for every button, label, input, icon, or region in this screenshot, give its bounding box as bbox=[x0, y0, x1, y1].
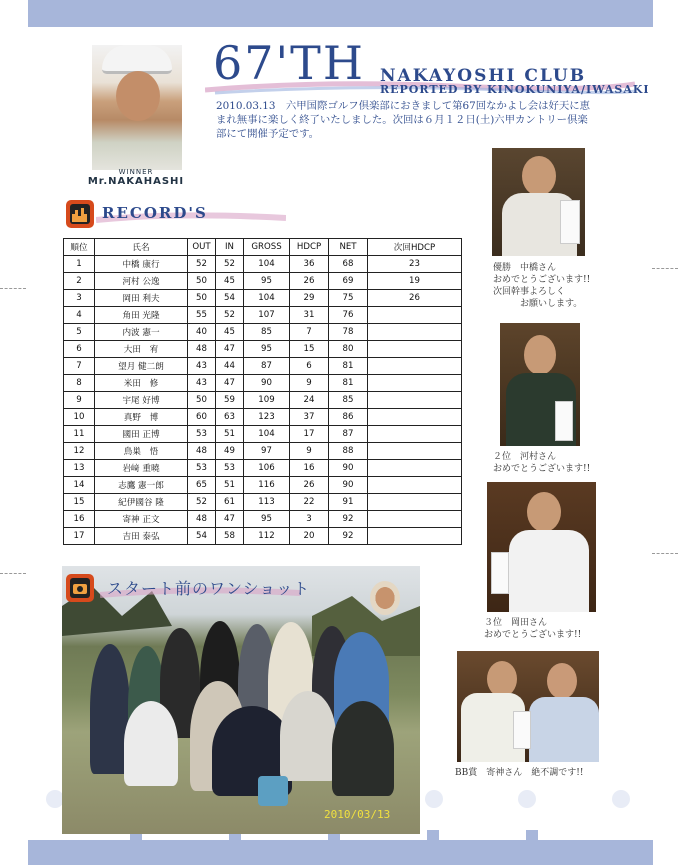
table-cell: 50 bbox=[188, 273, 216, 290]
table-cell: 44 bbox=[216, 358, 244, 375]
decor-dot bbox=[518, 790, 536, 808]
table-cell: 53 bbox=[188, 460, 216, 477]
col-rank: 順位 bbox=[64, 239, 95, 256]
second-place-photo bbox=[500, 323, 580, 446]
table-cell: 16 bbox=[64, 511, 95, 528]
col-out: OUT bbox=[188, 239, 216, 256]
table-cell: 7 bbox=[64, 358, 95, 375]
table-cell: 22 bbox=[290, 494, 329, 511]
table-cell: 7 bbox=[290, 324, 329, 341]
table-row bbox=[64, 307, 462, 324]
table-header-row bbox=[64, 239, 462, 256]
table-cell bbox=[368, 358, 462, 375]
table-row bbox=[64, 409, 462, 426]
table-cell: 52 bbox=[188, 256, 216, 273]
page-title: 67'TH bbox=[213, 36, 365, 90]
table-cell bbox=[368, 511, 462, 528]
table-cell: 48 bbox=[188, 511, 216, 528]
col-in: IN bbox=[216, 239, 244, 256]
table-cell: 43 bbox=[188, 375, 216, 392]
table-row bbox=[64, 511, 462, 528]
table-cell: 26 bbox=[368, 290, 462, 307]
table-cell: 志鷹 憲一郎 bbox=[95, 477, 188, 494]
table-cell: 15 bbox=[64, 494, 95, 511]
caption-2nd bbox=[493, 451, 590, 475]
table-cell: 123 bbox=[244, 409, 290, 426]
table-cell bbox=[368, 324, 462, 341]
table-cell: 87 bbox=[244, 358, 290, 375]
table-cell: 19 bbox=[368, 273, 462, 290]
table-cell: 95 bbox=[244, 273, 290, 290]
table-cell: 29 bbox=[290, 290, 329, 307]
table-row bbox=[64, 392, 462, 409]
table-cell: 116 bbox=[244, 477, 290, 494]
col-gross: GROSS bbox=[244, 239, 290, 256]
caption-line: 次回幹事よろしく bbox=[493, 287, 566, 297]
table-cell: 63 bbox=[216, 409, 244, 426]
table-cell: 寄神 正文 bbox=[95, 511, 188, 528]
table-cell: 26 bbox=[290, 273, 329, 290]
caption-line: おめでとうございます!! bbox=[484, 630, 582, 640]
caption-bb bbox=[455, 767, 583, 779]
table-cell: 52 bbox=[216, 307, 244, 324]
table-cell: 大田 宥 bbox=[95, 341, 188, 358]
table-cell: 52 bbox=[188, 494, 216, 511]
score-table bbox=[63, 238, 462, 545]
intro-text: 2010.03.13 六甲国際ゴルフ倶楽部におきまして第67回なかよし会は好天に恵まれ無事に楽しく終了いたしました。次回は６月１２日(土)六甲カントリー倶楽部にて開催予定です。 bbox=[216, 100, 591, 140]
table-cell bbox=[368, 443, 462, 460]
records-heading: RECORD'S bbox=[102, 204, 208, 222]
table-cell: 55 bbox=[188, 307, 216, 324]
table-cell: 106 bbox=[244, 460, 290, 477]
caption-line: おめでとうございます!! bbox=[493, 275, 591, 285]
table-cell: 15 bbox=[290, 341, 329, 358]
caption-1st bbox=[493, 262, 590, 310]
table-cell: 14 bbox=[64, 477, 95, 494]
table-cell: 45 bbox=[216, 273, 244, 290]
table-cell: 1 bbox=[64, 256, 95, 273]
table-cell: 6 bbox=[290, 358, 329, 375]
table-cell: 59 bbox=[216, 392, 244, 409]
table-cell: 米田 修 bbox=[95, 375, 188, 392]
table-cell: 角田 光隆 bbox=[95, 307, 188, 324]
table-cell: 13 bbox=[64, 460, 95, 477]
table-cell bbox=[368, 392, 462, 409]
table-cell: 113 bbox=[244, 494, 290, 511]
table-row bbox=[64, 528, 462, 545]
top-banner-band bbox=[28, 0, 653, 27]
table-row bbox=[64, 477, 462, 494]
table-row bbox=[64, 290, 462, 307]
table-cell: 85 bbox=[329, 392, 368, 409]
table-row bbox=[64, 375, 462, 392]
decor-dot bbox=[612, 790, 630, 808]
col-name: 氏名 bbox=[95, 239, 188, 256]
footer-tick bbox=[526, 830, 538, 842]
winner-portrait bbox=[92, 45, 182, 170]
table-cell: 11 bbox=[64, 426, 95, 443]
city-skyline-icon bbox=[66, 200, 94, 228]
table-cell: 60 bbox=[188, 409, 216, 426]
caption-line: BB賞 寄神さん 絶不調です!! bbox=[455, 768, 584, 778]
table-cell: 9 bbox=[64, 392, 95, 409]
table-cell bbox=[368, 341, 462, 358]
table-cell: 31 bbox=[290, 307, 329, 324]
table-cell: 國田 正博 bbox=[95, 426, 188, 443]
table-cell bbox=[368, 307, 462, 324]
table-cell: 吉田 泰弘 bbox=[95, 528, 188, 545]
table-cell: 20 bbox=[290, 528, 329, 545]
table-cell: 54 bbox=[188, 528, 216, 545]
table-cell: 80 bbox=[329, 341, 368, 358]
table-cell: 鳥巣 悟 bbox=[95, 443, 188, 460]
table-row bbox=[64, 256, 462, 273]
table-cell: 65 bbox=[188, 477, 216, 494]
caption-line: ２位 河村さん bbox=[493, 452, 557, 462]
cut-mark bbox=[652, 268, 678, 269]
footer-tick bbox=[427, 830, 439, 842]
table-cell: 36 bbox=[290, 256, 329, 273]
table-cell: 53 bbox=[188, 426, 216, 443]
table-cell: 望月 健二朗 bbox=[95, 358, 188, 375]
table-row bbox=[64, 460, 462, 477]
col-next-hdcp: 次回HDCP bbox=[368, 239, 462, 256]
table-cell: 50 bbox=[188, 392, 216, 409]
score-body bbox=[64, 256, 462, 545]
winner-caption bbox=[80, 168, 192, 187]
table-cell: 97 bbox=[244, 443, 290, 460]
table-cell: 81 bbox=[329, 375, 368, 392]
table-cell: 51 bbox=[216, 426, 244, 443]
club-name: NAKAYOSHI CLUB bbox=[380, 66, 587, 86]
camera-icon bbox=[66, 574, 94, 602]
table-row bbox=[64, 443, 462, 460]
table-cell: 6 bbox=[64, 341, 95, 358]
table-row bbox=[64, 273, 462, 290]
table-cell bbox=[368, 528, 462, 545]
table-cell: 河村 公逸 bbox=[95, 273, 188, 290]
inset-face-photo bbox=[370, 581, 400, 615]
table-cell: 23 bbox=[368, 256, 462, 273]
table-cell: 17 bbox=[64, 528, 95, 545]
table-cell: 68 bbox=[329, 256, 368, 273]
table-cell: 43 bbox=[188, 358, 216, 375]
group-photo bbox=[62, 566, 420, 834]
table-cell: 50 bbox=[188, 290, 216, 307]
reported-by: REPORTED BY KINOKUNIYA/IWASAKI bbox=[380, 83, 650, 96]
bottom-banner-band bbox=[28, 840, 653, 865]
table-cell bbox=[368, 426, 462, 443]
table-cell: 49 bbox=[216, 443, 244, 460]
table-cell: 85 bbox=[244, 324, 290, 341]
table-cell: 16 bbox=[290, 460, 329, 477]
table-cell: 53 bbox=[216, 460, 244, 477]
start-photo-heading: スタート前のワンショット bbox=[107, 579, 311, 598]
table-cell: 109 bbox=[244, 392, 290, 409]
table-cell: 88 bbox=[329, 443, 368, 460]
table-cell: 90 bbox=[329, 477, 368, 494]
table-cell: 岡田 利夫 bbox=[95, 290, 188, 307]
cut-mark bbox=[0, 288, 26, 289]
table-cell: 中橋 康行 bbox=[95, 256, 188, 273]
table-cell: 40 bbox=[188, 324, 216, 341]
caption-line: ３位 岡田さん bbox=[484, 618, 548, 628]
table-row bbox=[64, 341, 462, 358]
table-row bbox=[64, 426, 462, 443]
col-hdcp: HDCP bbox=[290, 239, 329, 256]
bb-prize-photo bbox=[457, 651, 599, 762]
table-cell bbox=[368, 460, 462, 477]
table-cell: 51 bbox=[216, 477, 244, 494]
table-cell: 86 bbox=[329, 409, 368, 426]
table-cell: 8 bbox=[64, 375, 95, 392]
table-cell bbox=[368, 375, 462, 392]
table-cell: 92 bbox=[329, 511, 368, 528]
caption-line: おめでとうございます!! bbox=[493, 464, 591, 474]
table-cell: 3 bbox=[290, 511, 329, 528]
table-cell: 10 bbox=[64, 409, 95, 426]
table-row bbox=[64, 324, 462, 341]
table-cell bbox=[368, 409, 462, 426]
table-cell: 90 bbox=[244, 375, 290, 392]
table-cell: 5 bbox=[64, 324, 95, 341]
table-cell: 2 bbox=[64, 273, 95, 290]
table-row bbox=[64, 494, 462, 511]
col-net: NET bbox=[329, 239, 368, 256]
table-cell: 104 bbox=[244, 426, 290, 443]
table-cell: 9 bbox=[290, 375, 329, 392]
winner-name: Mr.NAKAHASHI bbox=[87, 176, 185, 187]
table-cell bbox=[368, 494, 462, 511]
table-cell: 紀伊國谷 隆 bbox=[95, 494, 188, 511]
table-cell: 104 bbox=[244, 256, 290, 273]
table-row bbox=[64, 358, 462, 375]
table-cell: 76 bbox=[329, 307, 368, 324]
table-cell: 47 bbox=[216, 341, 244, 358]
table-cell: 12 bbox=[64, 443, 95, 460]
table-cell: 78 bbox=[329, 324, 368, 341]
table-cell bbox=[368, 477, 462, 494]
table-cell: 47 bbox=[216, 375, 244, 392]
table-cell: 37 bbox=[290, 409, 329, 426]
table-cell: 91 bbox=[329, 494, 368, 511]
third-place-photo bbox=[487, 482, 596, 612]
table-cell: 95 bbox=[244, 511, 290, 528]
table-cell: 54 bbox=[216, 290, 244, 307]
table-cell: 107 bbox=[244, 307, 290, 324]
table-cell: 75 bbox=[329, 290, 368, 307]
winner-label: WINNER bbox=[118, 168, 154, 176]
table-cell: 45 bbox=[216, 324, 244, 341]
table-cell: 47 bbox=[216, 511, 244, 528]
table-cell: 81 bbox=[329, 358, 368, 375]
table-cell: 真野 博 bbox=[95, 409, 188, 426]
table-cell: 26 bbox=[290, 477, 329, 494]
cut-mark bbox=[652, 553, 678, 554]
caption-3rd bbox=[484, 617, 581, 641]
table-cell: 48 bbox=[188, 341, 216, 358]
table-cell: 9 bbox=[290, 443, 329, 460]
table-cell: 宇尾 好博 bbox=[95, 392, 188, 409]
table-cell: 112 bbox=[244, 528, 290, 545]
table-cell: 24 bbox=[290, 392, 329, 409]
table-cell: 4 bbox=[64, 307, 95, 324]
cap-shape bbox=[102, 45, 172, 74]
winner-photo-side bbox=[492, 148, 585, 256]
table-cell: 92 bbox=[329, 528, 368, 545]
caption-line: 優勝 中橋さん bbox=[493, 263, 557, 273]
table-cell: 90 bbox=[329, 460, 368, 477]
table-cell: 69 bbox=[329, 273, 368, 290]
table-cell: 内波 憲一 bbox=[95, 324, 188, 341]
table-cell: 95 bbox=[244, 341, 290, 358]
table-cell: 3 bbox=[64, 290, 95, 307]
table-cell: 48 bbox=[188, 443, 216, 460]
cut-mark bbox=[0, 573, 26, 574]
table-cell: 58 bbox=[216, 528, 244, 545]
table-cell: 岩﨑 重曉 bbox=[95, 460, 188, 477]
photo-date-stamp: 2010/03/13 bbox=[324, 808, 391, 821]
blue-bag bbox=[258, 776, 288, 806]
table-cell: 87 bbox=[329, 426, 368, 443]
table-cell: 104 bbox=[244, 290, 290, 307]
table-cell: 17 bbox=[290, 426, 329, 443]
decor-dot bbox=[425, 790, 443, 808]
caption-line: お願いします。 bbox=[493, 299, 583, 309]
winner-face bbox=[116, 71, 160, 121]
table-cell: 52 bbox=[216, 256, 244, 273]
table-cell: 61 bbox=[216, 494, 244, 511]
